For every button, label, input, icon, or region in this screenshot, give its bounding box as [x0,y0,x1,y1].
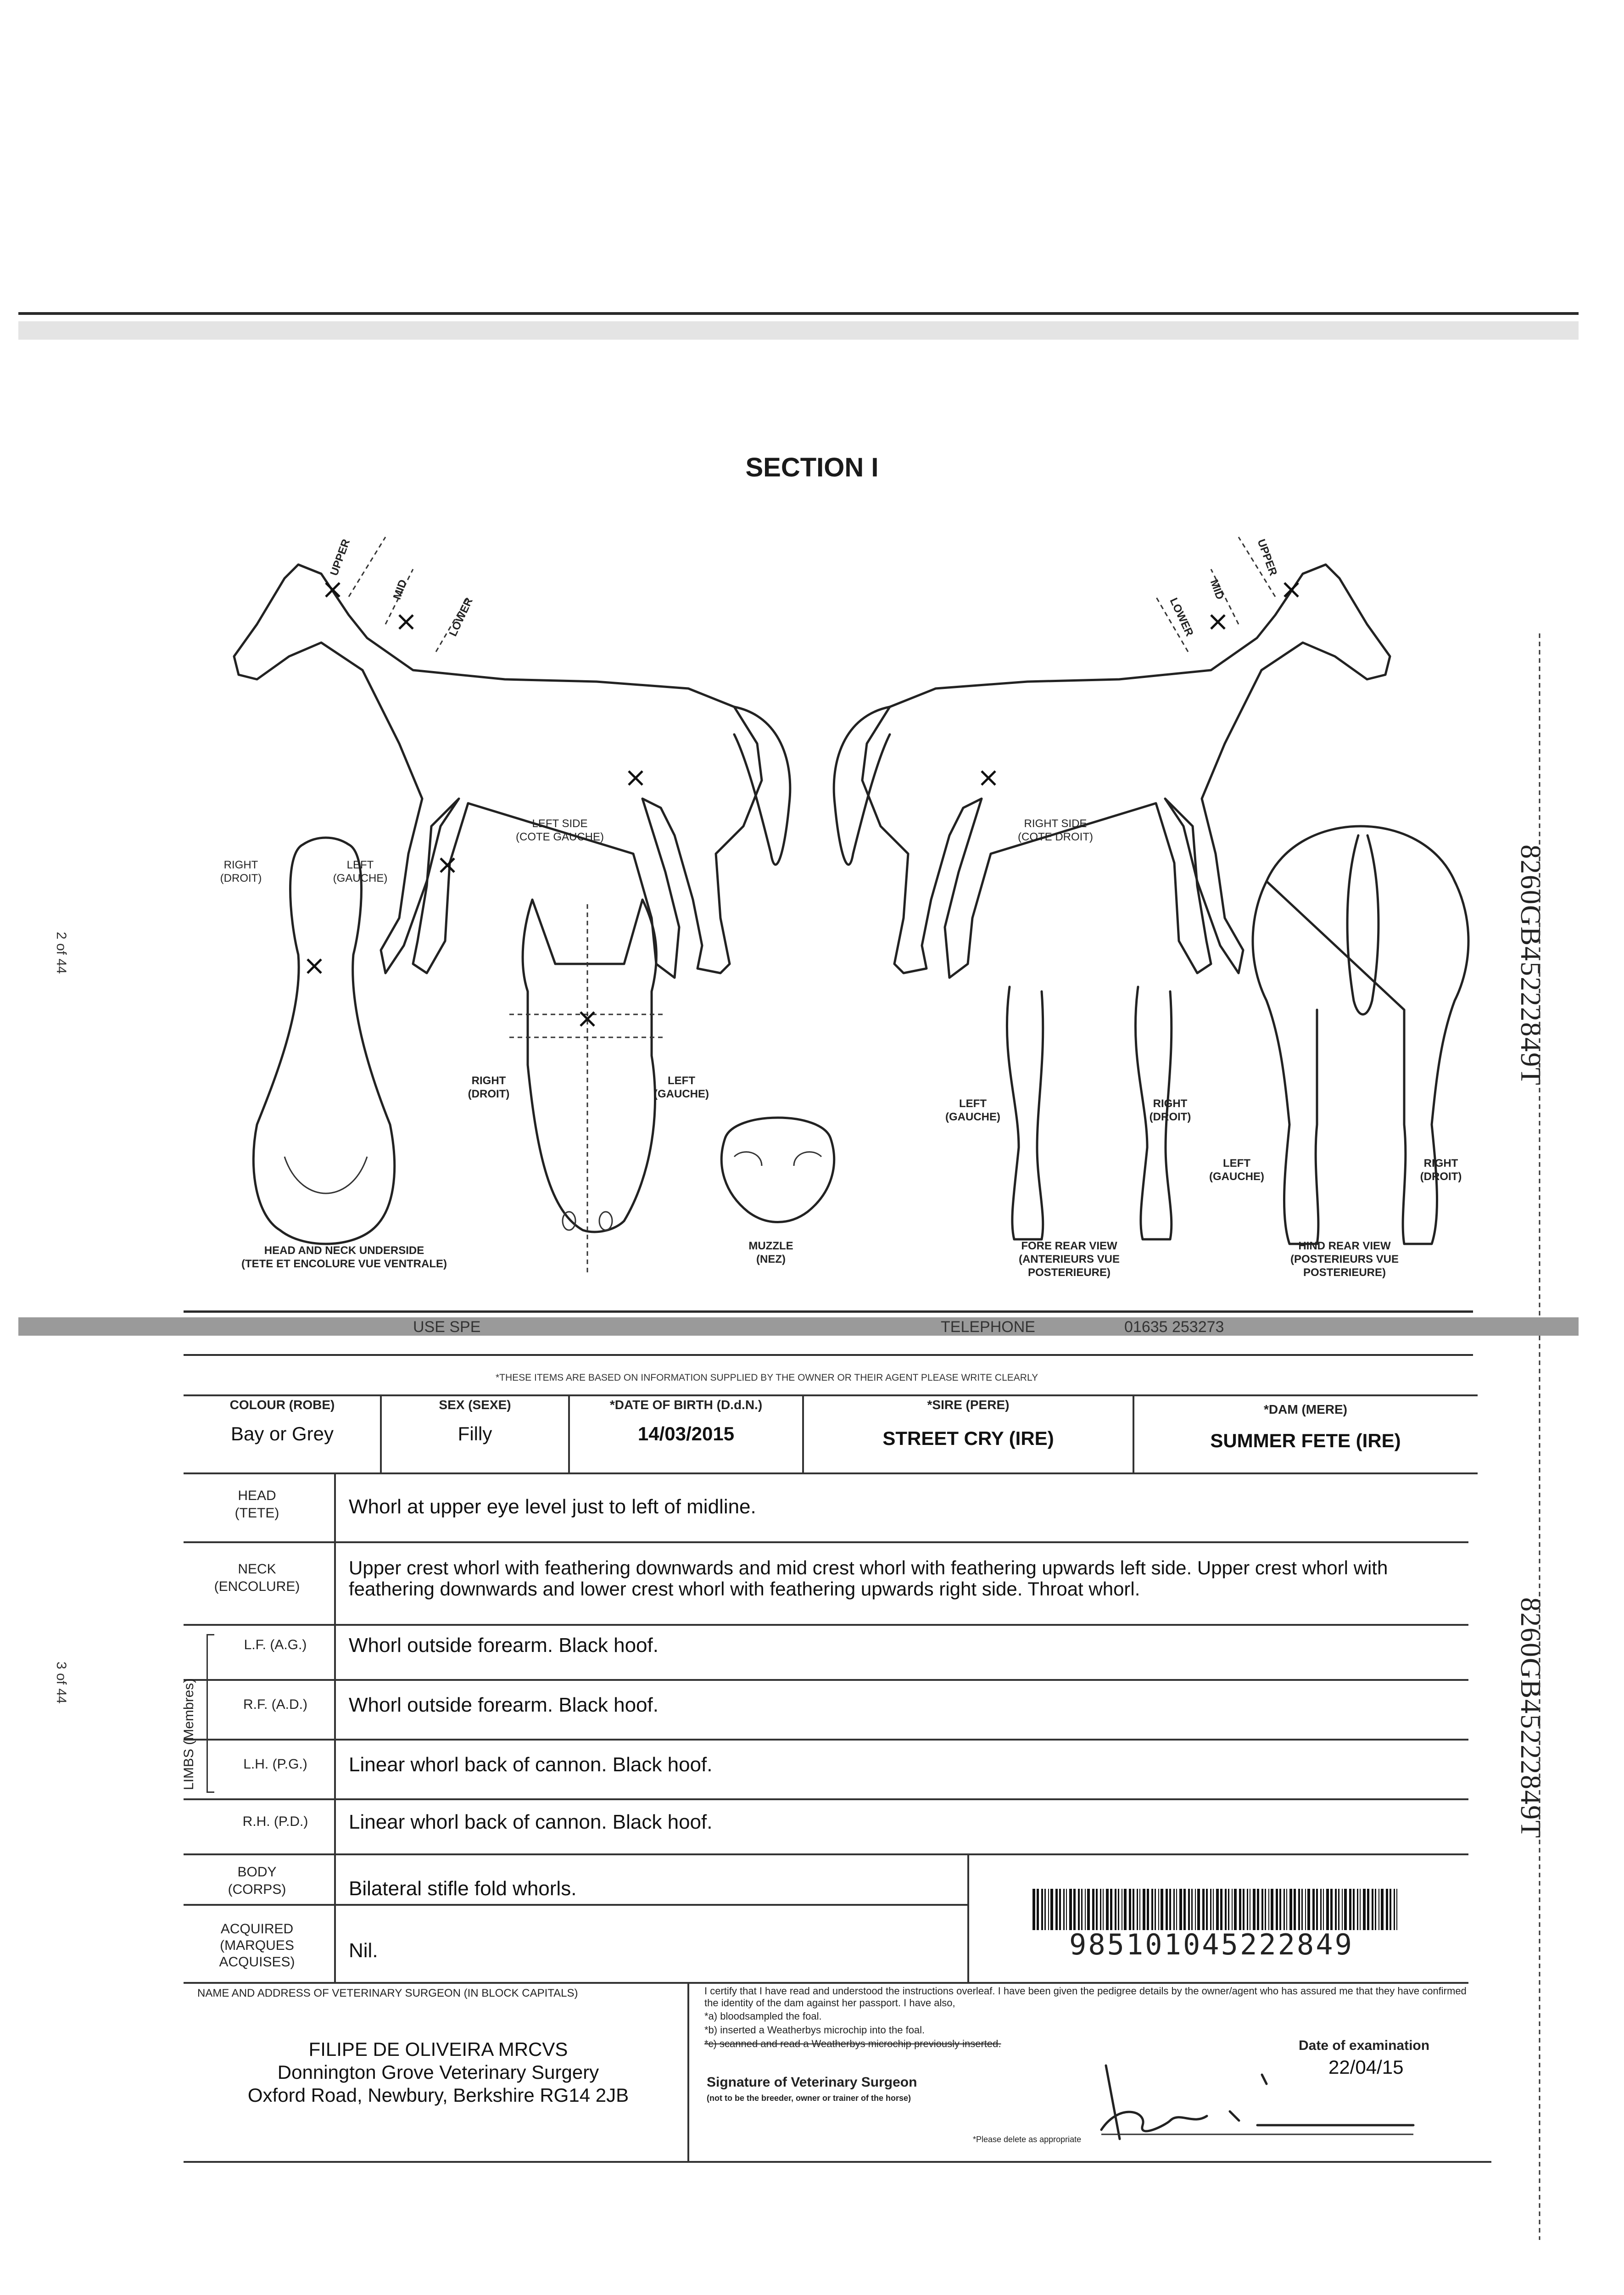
label-neck-mid: MID [391,578,410,601]
vet-header: NAME AND ADDRESS OF VETERINARY SURGEON (IN BLOCK CAPITALS) [197,1987,578,1999]
text-lh: Linear whorl back of cannon. Black hoof. [349,1753,713,1776]
text-acquired: Nil. [349,1939,378,1962]
label-hind-rear-view: HIND REAR VIEW (POSTERIEURS VUE POSTERIEURE) [1290,1240,1399,1279]
label-hind-right: RIGHT (DROIT) [1420,1157,1462,1183]
section-title: SECTION I [745,453,879,482]
certification-b: *b) inserted a Weatherbys microchip into the foal. [704,2024,925,2036]
notice: *THESE ITEMS ARE BASED ON INFORMATION SUPPLIED BY THE OWNER OR THEIR AGENT PLEASE WRITE CLEARLY [496,1372,1038,1383]
header-dob: *DATE OF BIRTH (D.d.N.) [609,1398,763,1412]
page-number-upper: 2 of 44 [54,932,69,974]
overlap-strip-right-text: TELEPHONE [941,1318,1035,1336]
value-dob: 14/03/2015 [637,1423,735,1444]
label-left-side: LEFT SIDE (COTE GAUCHE) [516,817,604,843]
label-neck-lower-right: LOWER [1167,596,1196,638]
text-neck: Upper crest whorl with feathering downwards and mid crest whorl with feathering upwards left side. Upper crest whorl with feathering downwards and lower crest whorl with feathering upwards right side. Throat whorl. [349,1557,1388,1600]
label-lf: L.F. (A.G.) [244,1637,307,1652]
overlap-strip-left-text: USE SPE [413,1318,481,1336]
vet-address: Oxford Road, Newbury, Berkshire RG14 2JB [247,2084,629,2106]
limbs-bracket [206,1634,214,1793]
value-dam: SUMMER FETE (IRE) [1210,1430,1401,1451]
page-number-lower: 3 of 44 [54,1662,69,1704]
label-limbs: LIMBS (Membres) [181,1678,196,1790]
label-head: HEAD (TETE) [234,1488,279,1521]
overlap-strip-number: 01635 253273 [1124,1318,1224,1336]
side-reference-upper: 8260GB45222849T [1515,845,1546,1086]
header-sex: SEX (SEXE) [439,1398,511,1412]
certification-c: *c) scanned and read a Weatherbys microchip previously inserted. [704,2038,1001,2049]
label-head-neck-underside: HEAD AND NECK UNDERSIDE (TETE ET ENCOLURE VUE VENTRALE) [241,1244,447,1270]
certification-statement: I certify that I have read and understood the instructions overleaf. I have been given the pedigree details by the owner/agent who has assured me that they have confirmed the identity of the dam against her passport. I have also, [704,1985,1467,2009]
signature-note: (not to be the breeder, owner or trainer of the horse) [707,2093,911,2103]
label-throat-left: LEFT (GAUCHE) [333,859,388,884]
label-neck: NECK (ENCOLURE) [214,1562,300,1594]
header-colour: COLOUR (ROBE) [229,1398,335,1412]
delete-note: *Please delete as appropriate [973,2135,1082,2144]
label-neck-mid-right: MID [1207,578,1227,601]
label-fore-rear-view: FORE REAR VIEW (ANTERIEURS VUE POSTERIEURE) [1018,1240,1120,1279]
vet-name: FILIPE DE OLIVEIRA MRCVS [308,2038,568,2060]
text-body: Bilateral stifle fold whorls. [349,1877,577,1900]
barcode-number: 985101045222849 [1069,1928,1354,1961]
label-acquired: ACQUIRED (MARQUES ACQUISES) [219,1921,295,1970]
label-neck-upper: UPPER [328,537,353,577]
text-rh: Linear whorl back of cannon. Black hoof. [349,1811,713,1833]
value-sire: STREET CRY (IRE) [882,1427,1054,1449]
side-reference-lower: 8260GB45222849T [1515,1597,1546,1839]
vet-practice: Donnington Grove Veterinary Surgery [277,2061,599,2083]
label-rh: R.H. (P.D.) [242,1814,308,1829]
label-fore-left: LEFT (GAUCHE) [945,1097,1000,1123]
label-body: BODY (CORPS) [228,1864,286,1897]
text-lf: Whorl outside forearm. Black hoof. [349,1634,659,1657]
text-head: Whorl at upper eye level just to left of midline. [349,1495,756,1518]
label-face-right: RIGHT (DROIT) [468,1075,510,1100]
certification-a: *a) bloodsampled the foal. [704,2010,822,2022]
label-muzzle: MUZZLE (NEZ) [748,1240,793,1265]
label-rf: R.F. (A.D.) [243,1697,307,1712]
value-sex: Filly [458,1423,492,1444]
label-neck-lower: LOWER [446,596,475,638]
date-value: 22/04/15 [1328,2056,1404,2078]
label-fore-right: RIGHT (DROIT) [1149,1097,1191,1123]
label-right-side: RIGHT SIDE (COTE DROIT) [1018,817,1093,843]
header-dam: *DAM (MERE) [1264,1402,1347,1416]
label-face-left: LEFT (GAUCHE) [654,1075,709,1100]
label-neck-upper-right: UPPER [1255,537,1280,577]
header-sire: *SIRE (PERE) [927,1398,1010,1412]
value-colour: Bay or Grey [230,1423,334,1444]
date-label: Date of examination [1299,2038,1430,2053]
text-rf: Whorl outside forearm. Black hoof. [349,1694,659,1716]
vet-signature [1092,2056,1423,2148]
signature-label: Signature of Veterinary Surgeon [707,2075,917,2090]
label-lh: L.H. (P.G.) [243,1757,307,1772]
label-hind-left: LEFT (GAUCHE) [1209,1157,1264,1183]
label-throat-right: RIGHT (DROIT) [220,859,262,884]
